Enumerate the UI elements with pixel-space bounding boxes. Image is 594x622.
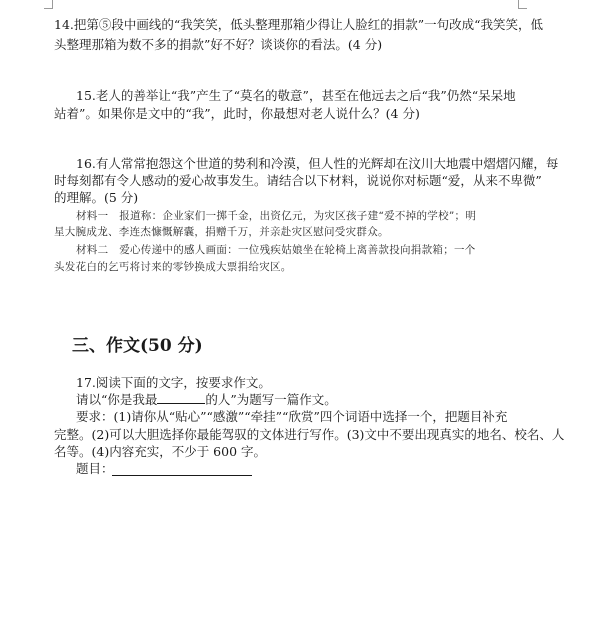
question-16-line-3: 的理解。(5 分) (54, 190, 139, 205)
title-label: 题目： (76, 461, 114, 476)
question-15-line-2: 站着”。如果你是文中的“我”，此时，你最想对老人说什么？(4 分) (54, 106, 420, 121)
question-17-line-1: 17.阅读下面的文字，按要求作文。 (76, 375, 271, 390)
question-16-line-1: 16.有人常常抱怨这个世道的势利和冷漠，但人性的光辉却在汶川大地震中熠熠闪耀，每 (76, 156, 559, 171)
material-2-line-2: 头发花白的乞丐将讨来的零钞换成大票捐给灾区。 (54, 261, 292, 273)
question-16-line-2: 时每刻都有令人感动的爱心故事发生。请结合以下材料，说说你对标题“爱，从来不卑微” (54, 173, 542, 188)
material-1-line-2: 星大腕成龙、李连杰慷慨解囊，捐赠千万，并亲赴灾区慰问受灾群众。 (54, 226, 389, 238)
page-corner-mark (518, 0, 527, 9)
material-2-line-1: 材料二 爱心传递中的感人画面：一位残疾姑娘坐在轮椅上离善款投向捐款箱；一个 (76, 244, 476, 256)
prompt-prefix: 请以“你是我最 (76, 392, 158, 407)
question-15-line-1: 15.老人的善举让“我”产生了“莫名的敬意”，甚至在他远去之后“我”仍然“呆呆地 (76, 88, 516, 103)
page-corner-mark (44, 0, 53, 9)
requirements-line-2: 完整。(2)可以大胆选择你最能驾驭的文体进行写作。(3)文中不要出现真实的地名、校名、人 (54, 427, 565, 442)
question-14-line-1: 14.把第⑤段中画线的“我笑笑，低头整理那箱少得让人脸红的捐款”一句改成“我笑笑，低 (54, 17, 544, 32)
fill-in-blank (157, 391, 205, 404)
material-1-line-1: 材料一 报道称：企业家们一掷千金，出资亿元，为灾区孩子建“爱不掉的学校”；明 (76, 210, 477, 222)
question-17-line-2 (76, 391, 337, 408)
question-14-line-2: 头整理那箱为数不多的捐款”好不好？谈谈你的看法。(4 分) (54, 37, 383, 52)
requirements-line-3: 名等。(4)内容充实，不少于 600 字。 (54, 444, 267, 459)
prompt-suffix: 的人”为题写一篇作文。 (205, 392, 337, 407)
requirements-line-1: 要求：(1)请你从“贴心”“感激”“牵挂”“欣赏”四个词语中选择一个，把题目补充 (76, 409, 508, 424)
section-3-heading: 三、作文(50 分) (72, 336, 203, 356)
title-blank-line (112, 475, 252, 476)
